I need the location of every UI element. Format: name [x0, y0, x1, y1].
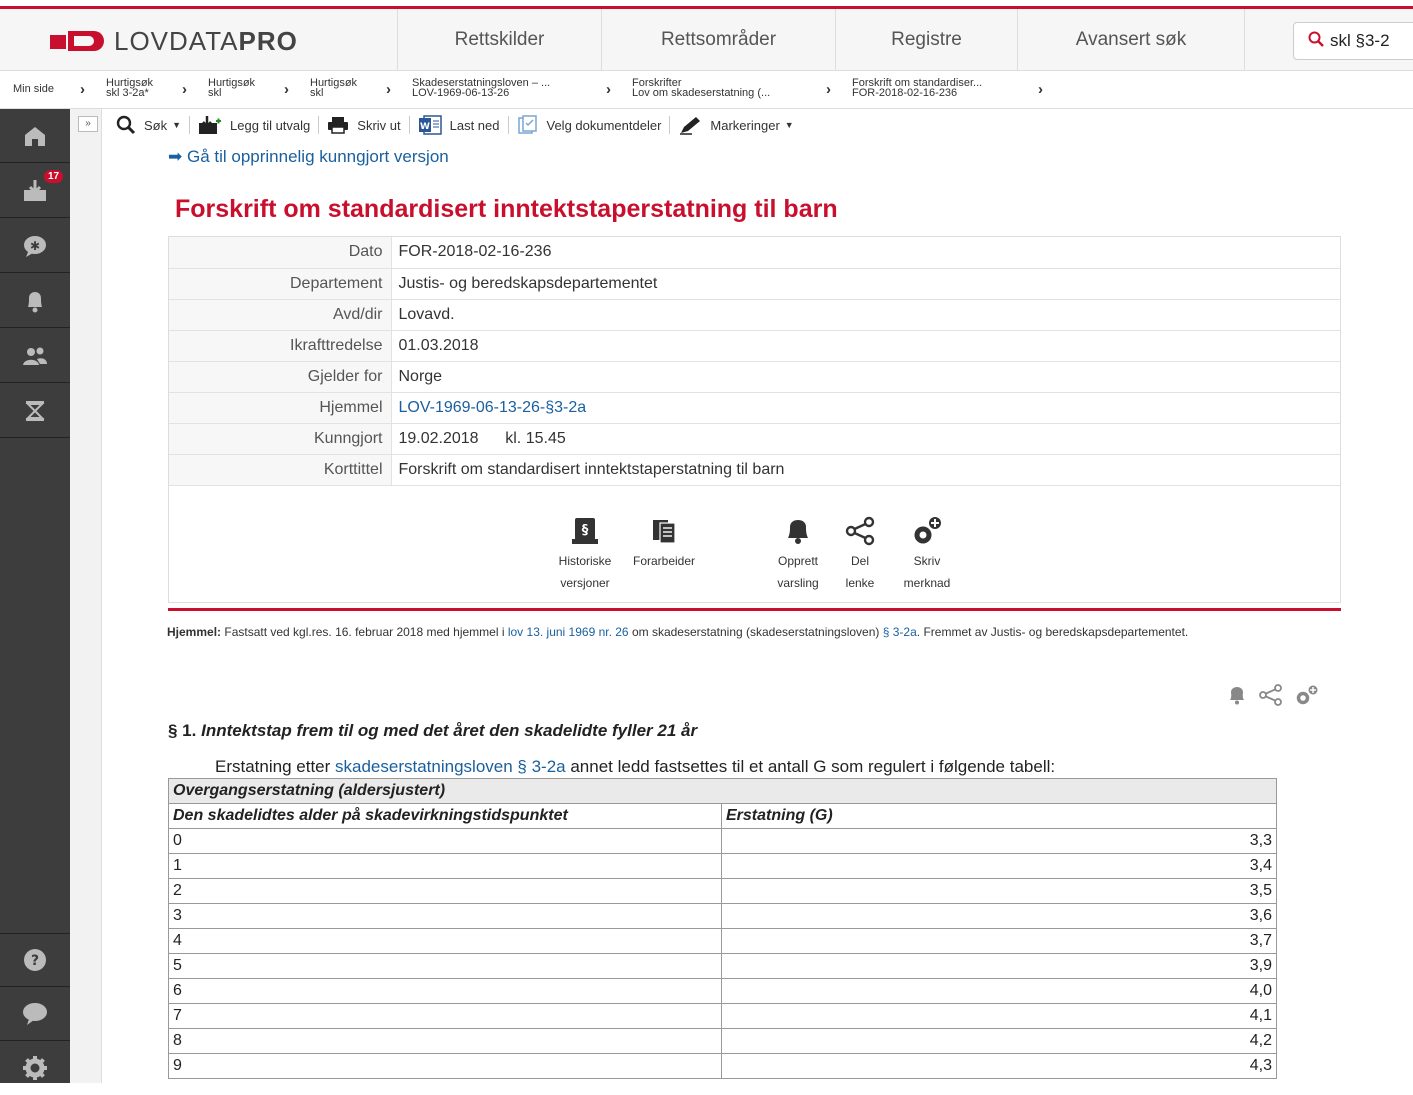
document-title: Forskrift om standardisert inntektstaperstatning til barn	[175, 195, 838, 223]
divider	[168, 608, 1341, 611]
meta-row	[169, 330, 1340, 361]
word-document-icon	[418, 115, 442, 135]
table-row	[169, 879, 1277, 904]
section-heading	[168, 721, 697, 741]
share-link-button[interactable]: Del lenke	[837, 514, 883, 594]
paragraph-actions	[1226, 684, 1336, 706]
chevron-right-icon: ›	[386, 81, 391, 98]
header	[0, 9, 1413, 71]
nav-registre[interactable]: Registre	[835, 9, 1017, 71]
write-note-button[interactable]: Skriv merknad	[895, 514, 959, 594]
meta-value: Norge	[391, 361, 1340, 392]
caret-down-icon: ▼	[172, 120, 182, 130]
download-button[interactable]	[410, 116, 509, 134]
add-selection-icon	[198, 115, 222, 135]
help-icon	[20, 945, 50, 975]
age-cell: 0	[169, 829, 722, 854]
breadcrumb	[0, 71, 1413, 109]
choose-document-parts-label: Velg dokumentdeler	[546, 117, 662, 133]
breadcrumb-home[interactable]: Min side	[13, 83, 54, 95]
logo[interactable]	[50, 27, 298, 55]
breadcrumb-item[interactable]: Skadeserstatningsloven – ... LOV-1969-06-13-26	[412, 77, 551, 99]
sidebar-item-users[interactable]	[0, 329, 70, 383]
meta-row	[169, 237, 1340, 268]
age-cell: 7	[169, 1004, 722, 1029]
goto-original-version-link[interactable]: ➡ Gå til opprinnelig kunngjort versjon	[168, 147, 449, 166]
breadcrumb-item[interactable]: Forskrift om standardiser... FOR-2018-02-16-236	[852, 77, 983, 99]
table-caption: Overgangserstatning (aldersjustert)	[169, 779, 1277, 804]
nav-avansert-sok[interactable]: Avansert søk	[1017, 9, 1245, 71]
chevron-right-icon: ›	[606, 81, 611, 98]
toolbar-search-button[interactable]	[102, 116, 190, 134]
table-row	[169, 929, 1277, 954]
svg-text:§: §	[581, 522, 589, 538]
pen-icon	[678, 115, 702, 135]
meta-key: Kunngjort	[169, 423, 391, 454]
meta-value: Justis- og beredskapsdepartementet	[391, 268, 1340, 299]
document-parts-icon	[517, 115, 539, 135]
age-cell: 9	[169, 1054, 722, 1079]
g-value-cell: 3,7	[722, 929, 1277, 954]
table-row	[169, 979, 1277, 1004]
search-value: skl §3-2	[1330, 31, 1390, 50]
hourglass-icon	[20, 396, 50, 426]
g-value-cell: 4,1	[722, 1004, 1277, 1029]
chevron-right-icon: ›	[182, 81, 187, 98]
preparatory-works-button[interactable]: Forarbeider	[624, 514, 704, 572]
g-value-cell: 3,4	[722, 854, 1277, 879]
search-icon	[1308, 31, 1324, 52]
meta-key: Dato	[169, 237, 391, 268]
sidebar-item-settings[interactable]	[0, 1041, 70, 1095]
comment-icon	[20, 999, 50, 1029]
users-icon	[20, 341, 50, 371]
svg-text:W: W	[419, 122, 430, 132]
age-cell: 2	[169, 879, 722, 904]
column-header-age: Den skadelidtes alder på skadevirkningstidspunktet	[169, 804, 722, 829]
sidebar-item-home[interactable]	[0, 109, 70, 163]
hjemmel-paragraph	[167, 625, 1327, 640]
markings-button[interactable]	[670, 116, 801, 134]
meta-value: Lovavd.	[391, 299, 1340, 330]
compensation-table	[168, 778, 1277, 1079]
add-to-selection-button[interactable]	[190, 116, 319, 134]
download-label: Last ned	[449, 117, 500, 133]
age-cell: 5	[169, 954, 722, 979]
sidebar	[0, 109, 70, 1083]
markings-label: Markeringer	[710, 117, 780, 133]
meta-row	[169, 268, 1340, 299]
printer-icon	[327, 116, 349, 134]
meta-value: Forskrift om standardisert inntektstaperstatning til barn	[391, 454, 1340, 485]
document-toolbar	[102, 110, 1413, 140]
nav-rettskilder[interactable]: Rettskilder	[397, 9, 601, 71]
table-row	[169, 1004, 1277, 1029]
table-row	[169, 954, 1277, 979]
hjemmel-text: . Fremmet av Justis- og beredskapsdepartementet.	[916, 625, 1189, 639]
history-document-icon	[568, 514, 602, 548]
meta-key: Departement	[169, 268, 391, 299]
logo-text: LOVDATA	[114, 25, 239, 56]
hjemmel-text: Fastsatt ved kgl.res. 16. februar 2018 med hjemmel i	[221, 625, 508, 639]
meta-row	[169, 423, 1340, 454]
age-cell: 8	[169, 1029, 722, 1054]
logo-text-pro: PRO	[238, 25, 298, 56]
age-cell: 4	[169, 929, 722, 954]
table-row	[169, 904, 1277, 929]
chevron-right-icon: ›	[284, 81, 289, 98]
home-icon	[20, 121, 50, 151]
g-value-cell: 3,5	[722, 879, 1277, 904]
breadcrumb-item[interactable]: Hurtigsøk skl 3-2a*	[106, 77, 154, 99]
g-value-cell: 3,3	[722, 829, 1277, 854]
document-content	[102, 140, 1413, 1083]
section-number: § 1.	[168, 721, 197, 740]
chevron-right-icon: ›	[1038, 81, 1043, 98]
hjemmel-text: om skadeserstatning (skadeserstatningsloven)	[628, 625, 883, 639]
print-button[interactable]	[319, 116, 409, 134]
sidebar-item-help[interactable]	[0, 933, 70, 987]
g-value-cell: 3,9	[722, 954, 1277, 979]
hjemmel-label: Hjemmel:	[167, 625, 222, 639]
print-label: Skriv ut	[357, 117, 401, 133]
lovdata-logo-icon	[50, 31, 106, 51]
meta-key: Gjelder for	[169, 361, 391, 392]
gear-plus-icon[interactable]	[1294, 684, 1320, 706]
meta-key: Korttittel	[169, 454, 391, 485]
top-bar	[0, 0, 1413, 7]
age-cell: 1	[169, 854, 722, 879]
historical-versions-button[interactable]: § Historiske versjoner	[547, 514, 623, 594]
nav-rettsomrader[interactable]: Rettsområder	[601, 9, 835, 71]
g-value-cell: 4,0	[722, 979, 1277, 1004]
breadcrumb-item[interactable]: Hurtigsøk skl	[310, 77, 358, 99]
table-caption-row	[169, 779, 1277, 804]
inbox-count-badge: 17	[44, 170, 63, 183]
chat-star-icon	[20, 231, 50, 261]
sidebar-item-alerts[interactable]	[0, 274, 70, 328]
column-header-compensation: Erstatning (G)	[722, 804, 1277, 829]
share-icon[interactable]	[1258, 684, 1284, 706]
bell-icon	[781, 514, 815, 548]
table-row	[169, 854, 1277, 879]
choose-document-parts-button[interactable]	[509, 116, 671, 134]
skadeserstatningsloven-link[interactable]: skadeserstatningsloven § 3-2a	[335, 757, 566, 776]
svg-text:?: ?	[30, 953, 40, 969]
share-icon	[843, 514, 877, 548]
add-to-selection-label: Legg til utvalg	[230, 117, 311, 133]
arrow-right-icon: ➡	[168, 147, 187, 166]
section-title: Inntektstap frem til og med det året den skadelidte fyller 21 år	[201, 721, 698, 740]
meta-row	[169, 361, 1340, 392]
side-panel-gutter	[70, 109, 102, 1083]
meta-row	[169, 392, 1340, 423]
sidebar-item-inbox[interactable]	[0, 164, 70, 218]
search-icon	[116, 115, 136, 135]
chevron-right-icon: ›	[80, 81, 85, 98]
sidebar-item-chat[interactable]	[0, 219, 70, 273]
age-cell: 3	[169, 904, 722, 929]
svg-text:✱: ✱	[29, 238, 41, 253]
g-value-cell: 4,3	[722, 1054, 1277, 1079]
g-value-cell: 4,2	[722, 1029, 1277, 1054]
search-input[interactable]	[1293, 22, 1413, 60]
sidebar-item-feedback[interactable]	[0, 987, 70, 1041]
metadata-panel	[168, 236, 1341, 603]
bell-icon[interactable]	[1226, 684, 1248, 706]
meta-key: Avd/dir	[169, 299, 391, 330]
table-header-row	[169, 804, 1277, 829]
bell-icon	[20, 286, 50, 316]
breadcrumb-item[interactable]: Hurtigsøk skl	[208, 77, 256, 99]
g-value-cell: 3,6	[722, 904, 1277, 929]
meta-value: FOR-2018-02-16-236	[391, 237, 1340, 268]
expand-panel-button[interactable]: »	[78, 116, 98, 132]
table-row	[169, 1029, 1277, 1054]
section-text: Erstatning etter skadeserstatningsloven § 3-2a annet ledd fastsettes til et antall G som regulert i følgende tabell:	[215, 757, 1056, 776]
age-cell: 6	[169, 979, 722, 1004]
table-row	[169, 1054, 1277, 1079]
meta-value: 19.02.2018 kl. 15.45	[391, 423, 1340, 454]
meta-row	[169, 454, 1340, 485]
meta-value: 01.03.2018	[391, 330, 1340, 361]
chevron-right-icon: ›	[826, 81, 831, 98]
gear-plus-icon	[910, 514, 944, 548]
main-nav	[397, 9, 1245, 71]
create-alert-button[interactable]: Opprett varsling	[767, 514, 829, 594]
caret-down-icon: ▼	[784, 120, 794, 130]
meta-key: Hjemmel	[169, 392, 391, 423]
sidebar-item-hourglass[interactable]	[0, 384, 70, 438]
meta-key: Ikrafttredelse	[169, 330, 391, 361]
gear-icon	[20, 1053, 50, 1083]
section-link[interactable]: § 3-2a	[882, 625, 917, 639]
documents-icon	[647, 514, 681, 548]
hjemmel-link[interactable]: LOV-1969-06-13-26-§3-2a	[398, 398, 587, 416]
document-actions	[169, 486, 1340, 602]
meta-row	[169, 299, 1340, 330]
toolbar-search-label: Søk	[144, 117, 168, 133]
breadcrumb-item[interactable]: Forskrifter Lov om skadeserstatning (...	[632, 77, 771, 99]
table-row	[169, 829, 1277, 854]
law-link[interactable]: lov 13. juni 1969 nr. 26	[507, 625, 629, 639]
